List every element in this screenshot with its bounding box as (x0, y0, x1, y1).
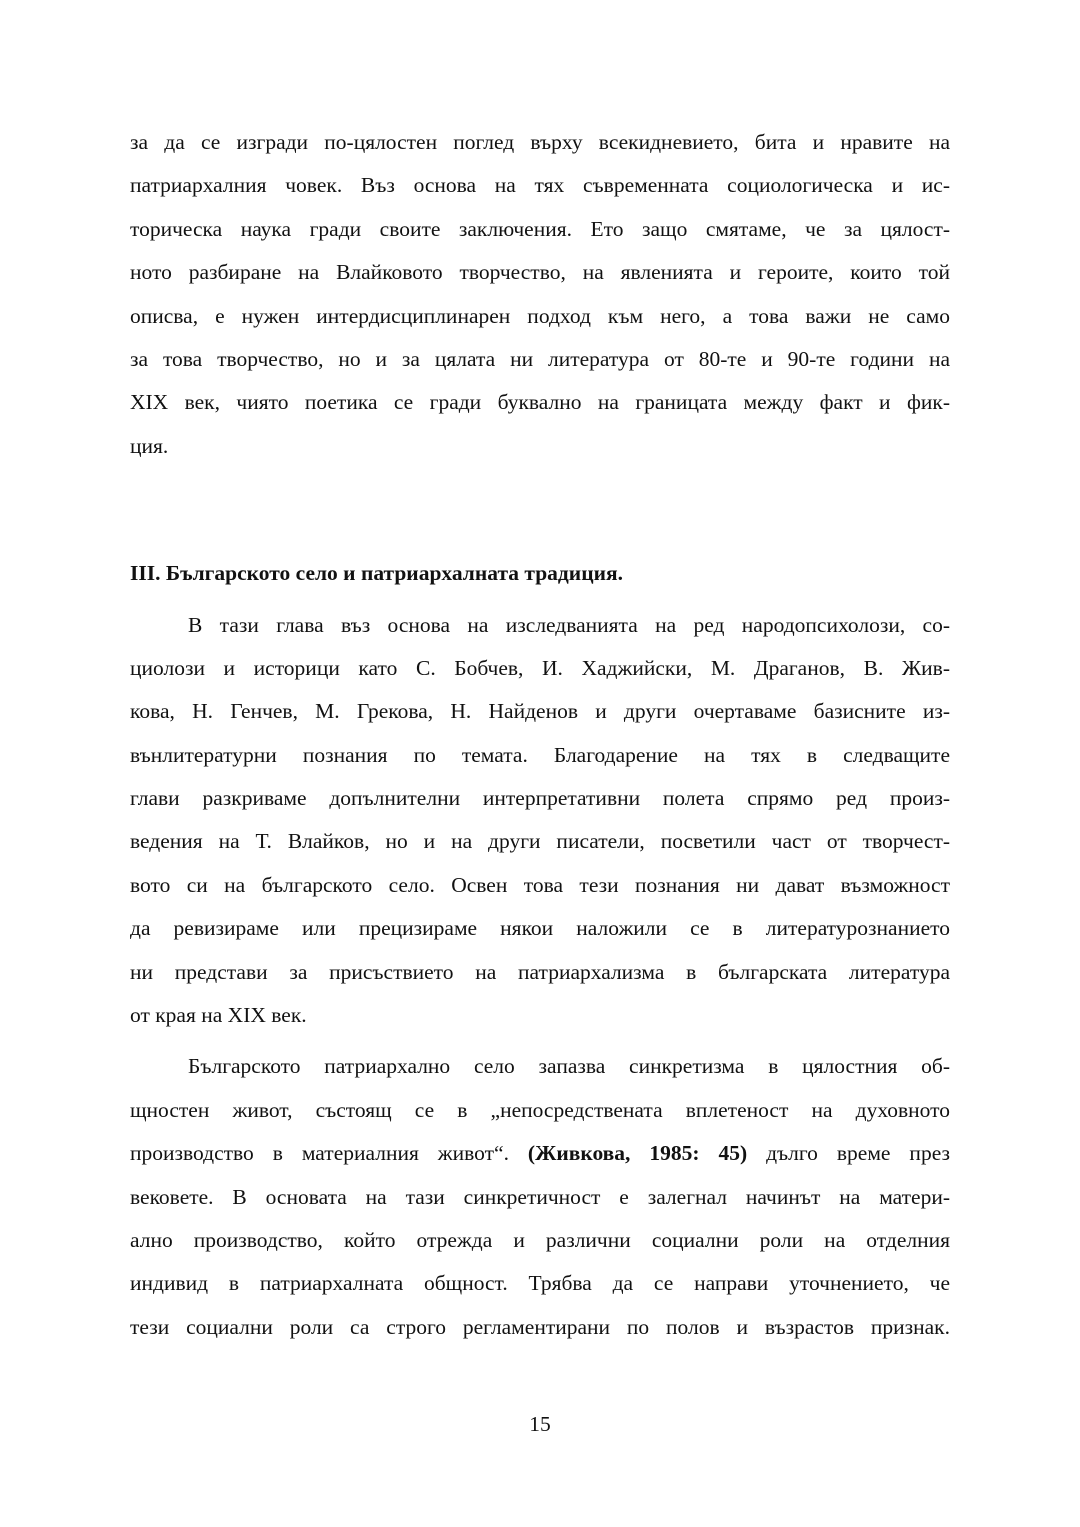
paragraph-2 (130, 604, 950, 1038)
text-line: ното разбиране на Влайковото творчество, на явленията и героите, които той (130, 260, 950, 285)
text-fragment: дълго време през (747, 1141, 950, 1166)
text-line: В тази глава въз основа на изследванията на ред народопсихолози, со- (188, 612, 950, 637)
section-heading: III. Българското село и патриархалната традиция. (130, 561, 623, 586)
citation: (Живкова, 1985: 45) (527, 1141, 748, 1166)
text-line: вековете. В основата на тази синкретичност е залегнал начинът на матери- (130, 1184, 950, 1209)
text-line: глави разкриваме допълнителни интерпретативни полета спрямо ред произ- (130, 786, 950, 811)
text-line: ни представи за присъствието на патриархализма в българската литература (130, 959, 950, 984)
text-line: ведения на Т. Влайков, но и на други писатели, посветили част от творчест- (130, 829, 950, 854)
text-line: от края на XIX век. (130, 1003, 307, 1028)
text-fragment: производство в материалния живот“. (130, 1141, 528, 1166)
page-number: 15 (529, 1412, 551, 1436)
text-line: ция. (130, 433, 169, 458)
text-line: вънлитературни познания по темата. Благодарение на тях в следващите (130, 742, 950, 767)
text-line: за да се изгради по-цялостен поглед върху всекидневието, бита и нравите на (130, 130, 950, 154)
text-line-with-citation (130, 1132, 950, 1175)
text-line: за това творчество, но и за цялата ни литература от 80-те и 90-те години на (130, 346, 950, 371)
text-line: циолози и историци като С. Бобчев, И. Хаджийски, М. Драганов, В. Жив- (130, 655, 950, 680)
text-line: вото си на българското село. Освен това тези познания ни дават възможност (130, 872, 950, 897)
paragraph-1 (130, 121, 950, 468)
text-line: тези социални роли са строго регламентирани по полов и възрастов признак. (130, 1314, 950, 1339)
text-line: щностен живот, състоящ се в „непосредствената вплетеност на духовното (130, 1097, 950, 1122)
text-line: индивид в патриархалната общност. Трябва да се направи уточнението, че (130, 1271, 950, 1296)
text-line: патриархалния човек. Въз основа на тях съвременната социологическа и ис- (130, 173, 950, 198)
text-line: XIX век, чиято поетика се гради буквално на границата между факт и фик- (130, 390, 950, 415)
text-line: описва, е нужен интердисциплинарен подход към него, а това важи не само (130, 303, 950, 328)
text-line: да ревизираме или прецизираме някои наложили се в литературознанието (130, 916, 950, 941)
text-line: торическа наука гради своите заключения. Ето защо смятаме, че за цялост- (130, 216, 950, 241)
text-line: Българското патриархално село запазва синкретизма в цялостния об- (188, 1054, 950, 1079)
text-line: ално производство, който отрежда и различни социални роли на отделния (130, 1227, 950, 1252)
text-line: кова, Н. Генчев, М. Грекова, Н. Найденов и други очертаваме базисните из- (130, 699, 950, 724)
page-body (130, 121, 950, 1349)
paragraph-3 (130, 1045, 950, 1349)
